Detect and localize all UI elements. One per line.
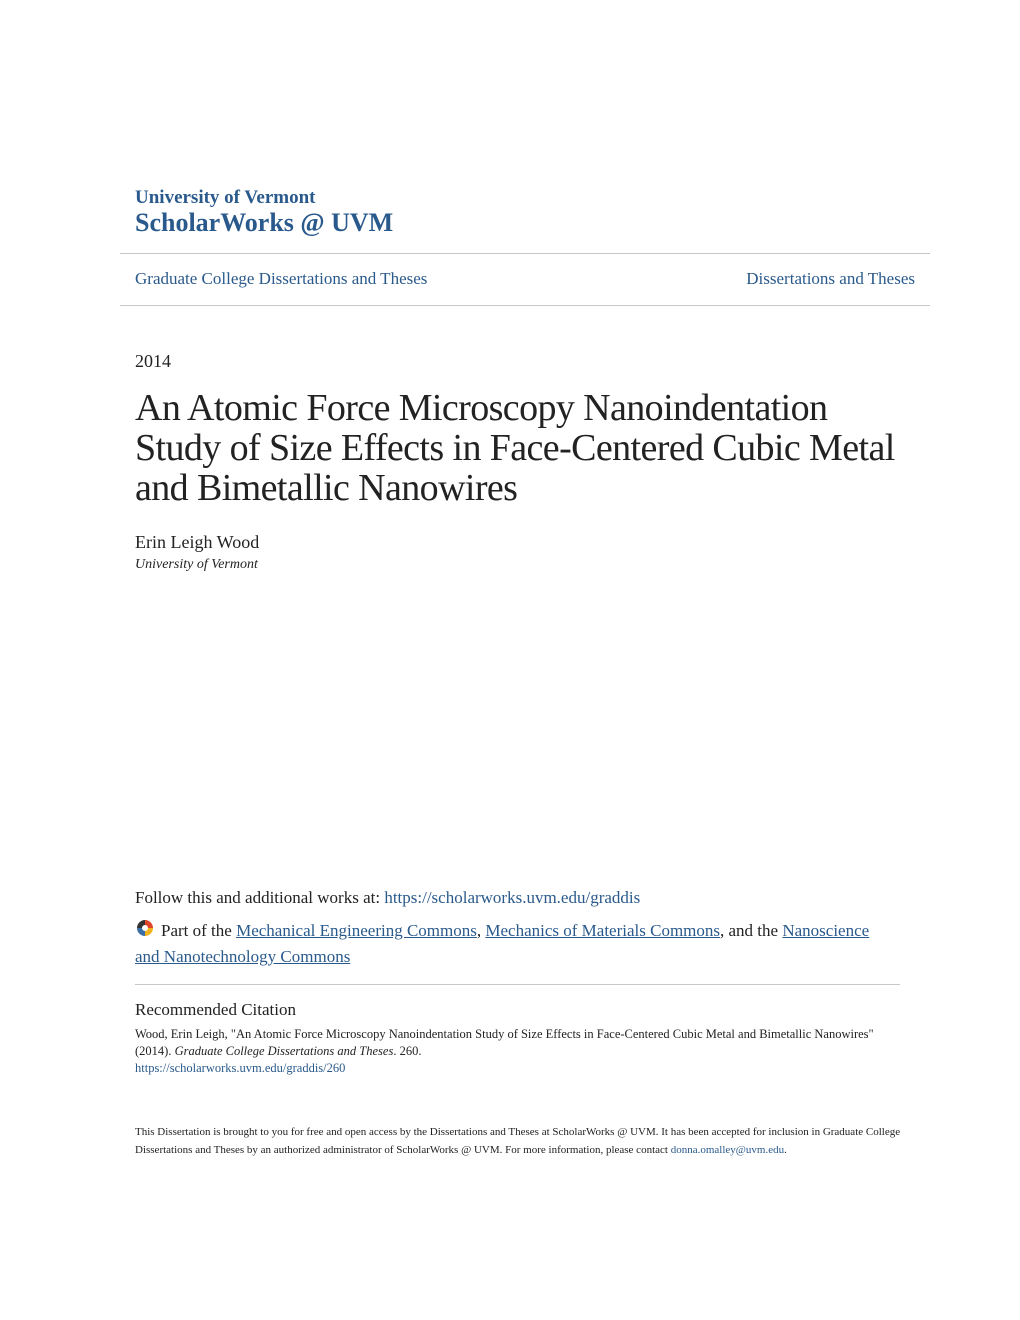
commons-link-nanoscience[interactable]: Nanoscience and Nanotechnology Commons: [135, 921, 870, 966]
contact-email-link[interactable]: donna.omalley@uvm.edu: [670, 1144, 785, 1156]
follow-prefix: Follow this and additional works at:: [135, 888, 385, 907]
disclaimer-end: .: [784, 1144, 787, 1156]
commons-link-mechanical-engineering[interactable]: Mechanical Engineering Commons: [236, 921, 477, 940]
institution-name: University of Vermont: [135, 187, 316, 208]
part-of-separator: , and the: [720, 921, 783, 940]
publication-year: 2014: [135, 351, 171, 371]
series-link-graduate[interactable]: Graduate College Dissertations and Theses: [135, 269, 428, 288]
title-line: and Bimetallic Nanowires: [135, 467, 518, 509]
part-of-separator: ,: [476, 921, 486, 940]
title-line: Study of Size Effects in Face-Centered Cubic Metal: [135, 427, 895, 469]
part-of-line: [135, 918, 895, 969]
collection-url-link[interactable]: https://scholarworks.uvm.edu/graddis: [384, 888, 641, 907]
document-title: [135, 388, 915, 508]
disclaimer-text: This Dissertation is brought to you for free and open access by the Dissertations and Theses at ScholarWorks @ UVM. It has been accepted for inclusion in Graduate College Dissertations and Theses by an authorized administrator of ScholarWorks @ UVM. For more information, please contact: [135, 1126, 901, 1156]
citation-text: Wood, Erin Leigh, "An Atomic Force Microscopy Nanoindentation Study of Size Effects in Face-Centered Cubic Metal and Bimetallic Nanowires" (2014).: [135, 1027, 874, 1058]
title-line: An Atomic Force Microscopy Nanoindentation: [135, 387, 828, 429]
citation-series: Graduate College Dissertations and Theses: [174, 1044, 394, 1058]
header-divider-bottom: [120, 305, 930, 306]
network-commons-icon: [135, 918, 155, 945]
commons-link-mechanics-of-materials[interactable]: Mechanics of Materials Commons: [485, 921, 721, 940]
part-of-prefix: Part of the: [161, 921, 237, 940]
citation-url-link[interactable]: https://scholarworks.uvm.edu/graddis/260: [135, 1061, 346, 1075]
series-link-dissertations[interactable]: Dissertations and Theses: [746, 269, 915, 288]
citation-divider: [135, 984, 900, 985]
repository-name[interactable]: ScholarWorks @ UVM: [135, 208, 394, 237]
header-divider-top: [120, 253, 930, 254]
citation-body: [135, 1026, 905, 1077]
citation-heading: Recommended Citation: [135, 1000, 296, 1019]
access-disclaimer: [135, 1123, 905, 1159]
citation-number: . 260.: [393, 1044, 422, 1058]
follow-line: [135, 888, 640, 908]
author-name: Erin Leigh Wood: [135, 532, 260, 552]
author-affiliation: University of Vermont: [135, 557, 258, 572]
